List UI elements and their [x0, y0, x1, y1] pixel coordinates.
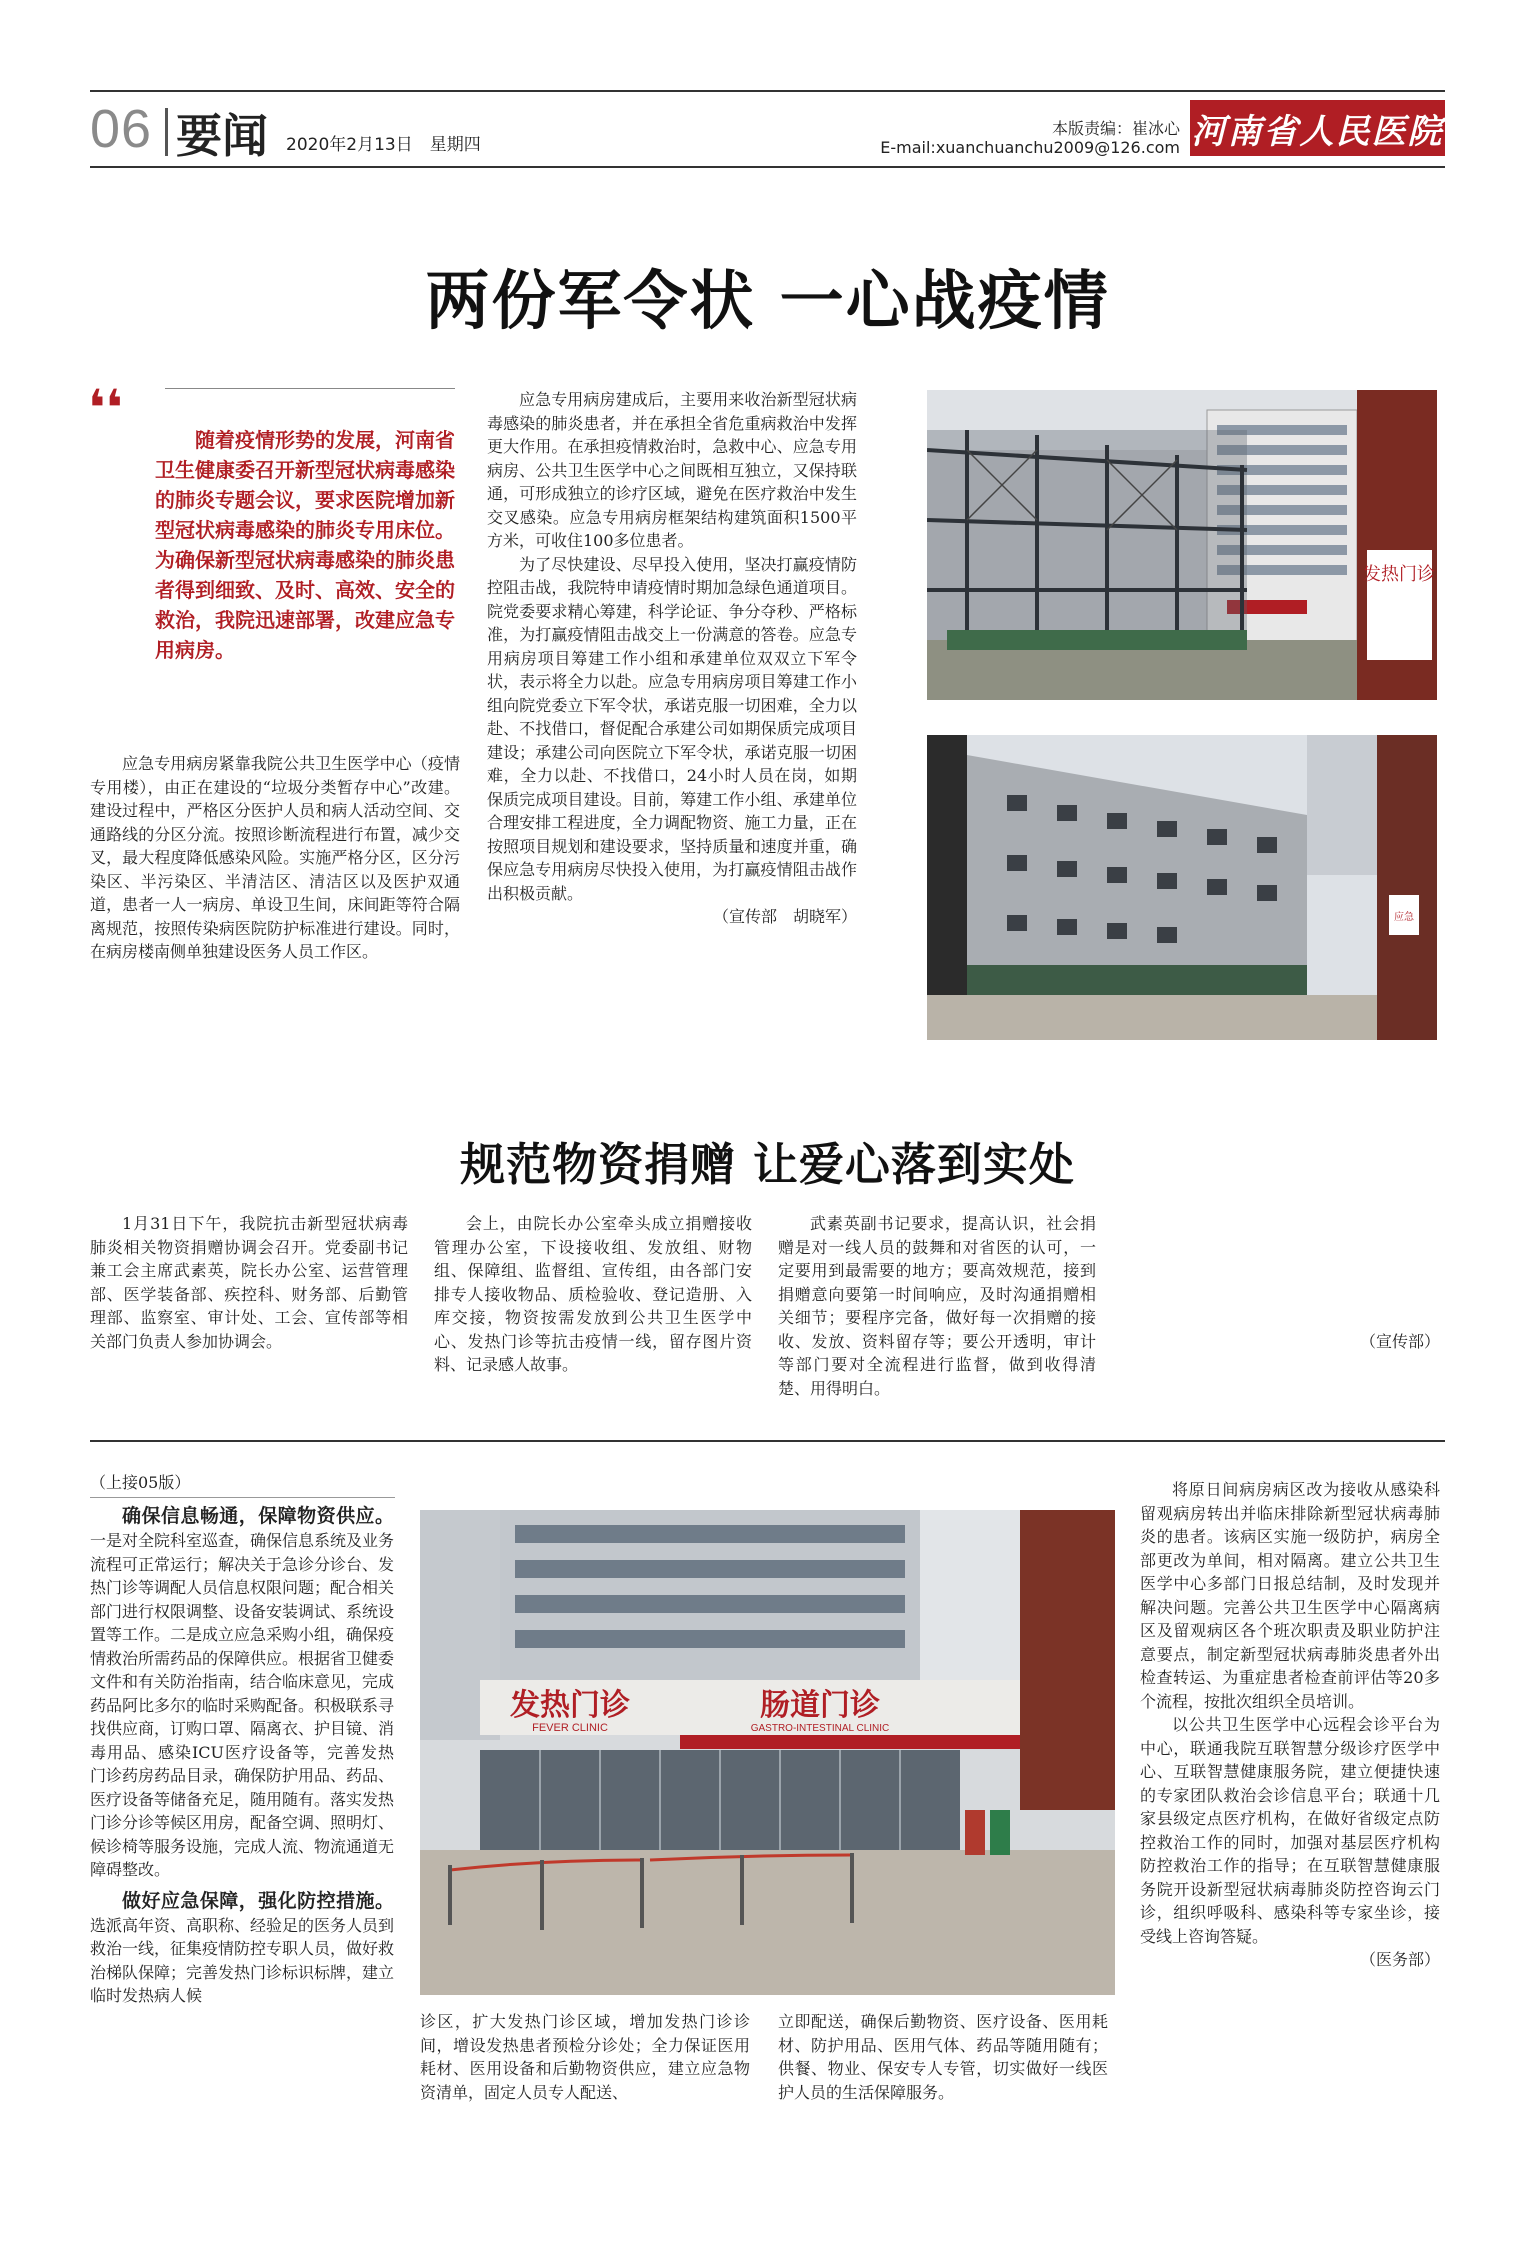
article3-col1	[90, 1503, 394, 2008]
article3-col1-p2: 选派高年资、高职称、经验足的医务人员到救治一线，征集疫情防控专职人员，做好救治梯队保障；完善发热门诊标识标牌，建立临时发热病人候	[90, 1915, 395, 2005]
gastro-clinic-sign-en: GASTRO-INTESTINAL CLINIC	[750, 1723, 890, 1734]
article2-col1-text: 1月31日下午，我院抗击新型冠状病毒肺炎相关物资捐赠协调会召开。党委副书记兼工会主席武素英，院长办公室、运营管理部、医学装备部、疾控科、财务部、后勤管理部、监察室、审计处、工会、宣传部等相关部门负责人参加协调会。	[90, 1214, 408, 1351]
issue-date: 2020年2月13日 星期四	[286, 135, 481, 155]
article1-col1	[90, 752, 460, 964]
section-divider	[90, 1440, 1445, 1442]
construction-photo-2	[927, 735, 1437, 1040]
header-separator	[165, 108, 168, 156]
photo1-sign-text: 发热门诊	[1363, 564, 1435, 585]
section-title: 要闻	[176, 109, 268, 163]
article3-signature: （医务部）	[1359, 1950, 1440, 1969]
article3-subhead-1: 确保信息畅通，保障物资供应。	[122, 1505, 394, 1527]
page-number: 06	[90, 99, 153, 159]
fever-clinic-sign-en: FEVER CLINIC	[532, 1722, 608, 1734]
article2-col3-text: 武素英副书记要求，提高认识，社会捐赠是对一线人员的鼓舞和对省医的认可，一定要用到最需要的地方；要高效规范，接到捐赠意向要第一时间响应，及时沟通捐赠相关细节；要程序完备，做好每一次捐赠的接收、发放、资料留存等；要公开透明，审计等部门要对全流程进行监督，做到收得清楚、用得明白。	[778, 1214, 1096, 1398]
article2-col4	[1122, 1212, 1440, 1354]
article3-col2-text: 诊区，扩大发热门诊区域，增加发热门诊诊间，增设发热患者预检分诊处；全力保证医用耗材、医用设备和后勤物资供应，建立应急物资清单，固定人员专人配送、	[420, 2012, 750, 2102]
article3-col3-text: 立即配送，确保后勤物资、医疗设备、医用耗材、防护用品、医用气体、药品等随用随有；供餐、物业、保安专人专管，切实做好一线医护人员的生活保障服务。	[778, 2012, 1108, 2102]
article1-lead: 随着疫情形势的发展，河南省卫生健康委召开新型冠状病毒感染的肺炎专题会议，要求医院增加新型冠状病毒感染的肺炎专用床位。为确保新型冠状病毒感染的肺炎患者得到细致、及时、高效、安全的救治，我院迅速部署，改建应急专用病房。	[155, 428, 455, 662]
editor-email: E-mail:xuanchuanchu2009@126.com	[880, 138, 1180, 157]
editor-credit: 本版责编：崔冰心	[1051, 119, 1180, 138]
continued-rule	[90, 1497, 395, 1498]
article3-col4-p2: 以公共卫生医学中心远程会诊平台为中心，联通我院互联智慧分级诊疗医学中心、互联智慧健康服务院，建立便捷快速的专家团队救治会诊信息平台；联通十几家县级定点医疗机构，在做好省级定点防控救治工作的同时，加强对基层医疗机构防控救治工作的指导；在互联智慧健康服务院开设新型冠状病毒肺炎防控咨询云门诊，组织呼吸科、感染科等专家坐诊，接受线上咨询答疑。	[1140, 1715, 1440, 1946]
article1-title: 两份军令状 一心战疫情	[425, 265, 1110, 339]
construction-photo-1	[927, 390, 1437, 700]
article1-signature: （宣传部 胡晓军）	[712, 907, 857, 926]
photo2-sign-text: 应急	[1394, 912, 1414, 923]
top-rule	[90, 90, 1445, 92]
article1-col2	[487, 388, 857, 929]
article2-title: 规范物资捐赠 让爱心落到实处	[460, 1138, 1075, 1191]
article2-col1	[90, 1212, 408, 1353]
continued-note: （上接05版）	[90, 1473, 191, 1492]
article3-col4-p1: 将原日间病房病区改为接收从感染科留观病房转出并临床排除新型冠状病毒肺炎的患者。该病区实施一级防护，病房全部更改为单间，相对隔离。建立公共卫生医学中心多部门日报总结制，及时发现并解决问题。完善公共卫生医学中心隔离病区及留观病区各个班次职责及职业防护注意要点，制定新型冠状病毒肺炎患者外出检查转运、为重症患者检查前评估等20多个流程，按批次组织全员培训。	[1140, 1480, 1440, 1711]
article3-col3	[778, 2010, 1108, 2104]
article3-col4	[1140, 1478, 1440, 1972]
article1-col2-p1: 应急专用病房建成后，主要用来收治新型冠状病毒感染的肺炎患者，并在承担全省危重病救治中发挥更大作用。在承担疫情救治时，急救中心、应急专用病房、公共卫生医学中心之间既相互独立，又保持联通，可形成独立的诊疗区域，避免在医疗救治中发生交叉感染。应急专用病房框架结构建筑面积1500平方米，可收住100多位患者。	[487, 390, 857, 550]
article2-signature: （宣传部）	[1359, 1332, 1440, 1351]
article3-col2	[420, 2010, 750, 2104]
lead-rule	[165, 388, 455, 389]
article3-subhead-2: 做好应急保障，强化防控措施。	[122, 1889, 394, 1912]
article3-col1-p1: 一是对全院科室巡查，确保信息系统及业务流程可正常运行；解决关于急诊分诊台、发热门诊等调配人员信息权限问题；配合相关部门进行权限调整、设备安装调试、系统设置等工作。二是成立应急采购小组，确保疫情救治所需药品的保障供应。根据省卫健委文件和有关防治指南，结合临床意见，完成药品阿比多尔的临时采购配备。积极联系寻找供应商，订购口罩、隔离衣、护目镜、消毒用品、感染ICU医疗设备等，完善发热门诊药房药品目录，确保防护用品、药品、医疗设备等储备充足，随用随有。落实发热门诊分诊等候区用房，配备空调、照明灯、候诊椅等服务设施，完成人流、物流通道无障碍整改。	[90, 1531, 395, 1879]
article1-col1-text: 应急专用病房紧靠我院公共卫生医学中心（疫情专用楼），由正在建设的“垃圾分类暂存中心”改建。建设过程中，严格区分医护人员和病人活动空间、交通路线的分区分流。按照诊断流程进行布置，减少交叉，最大程度降低感染风险。实施严格分区，区分污染区、半污染区、半清洁区、清洁区以及医护双通道，患者一人一病房、单设卫生间，床间距等符合隔离规范，按照传染病医院防护标准进行建设。同时，在病房楼南侧单独建设医务人员工作区。	[90, 754, 460, 961]
quote-mark-icon: ❛❛	[88, 379, 123, 437]
article2-col2-text: 会上，由院长办公室牵头成立捐赠接收管理办公室，下设接收组、发放组、财物组、保障组、监督组、宣传组，由各部门安排专人接收物品、质检验收、登记造册、入库交接，物资按需发放到公共卫生医学中心、发热门诊等抗击疫情一线，留存图片资料、记录感人故事。	[434, 1214, 752, 1374]
article2-col2	[434, 1212, 752, 1377]
fever-clinic-photo	[420, 1510, 1115, 1995]
header-rule	[90, 166, 1445, 168]
masthead-logo: 河南省人民医院	[1190, 100, 1445, 156]
article1-col2-p2: 为了尽快建设、尽早投入使用，坚决打赢疫情防控阻击战，我院特申请疫情时期加急绿色通道项目。院党委要求精心筹建，科学论证、争分夺秒、严格标准，为打赢疫情阻击战交上一份满意的答卷。应急专用病房项目筹建工作小组和承建单位双双立下军令状，表示将全力以赴。应急专用病房项目筹建工作小组向院党委立下军令状，承诺克服一切困难，全力以赴、不找借口，督促配合承建公司如期保质完成项目建设；承建公司向医院立下军令状，承诺克服一切困难，全力以赴、不找借口，24小时人员在岗，如期保质完成项目建设。目前，筹建工作小组、承建单位合理安排工程进度，全力调配物资、施工力量，正在按照项目规划和建设要求，坚持质量和速度并重，确保应急专用病房尽快投入使用，为打赢疫情阻击战作出积极贡献。	[487, 554, 857, 903]
fever-clinic-sign: 发热门诊	[510, 1688, 630, 1723]
article2-col3	[778, 1212, 1096, 1400]
gastro-clinic-sign: 肠道门诊	[760, 1688, 880, 1723]
